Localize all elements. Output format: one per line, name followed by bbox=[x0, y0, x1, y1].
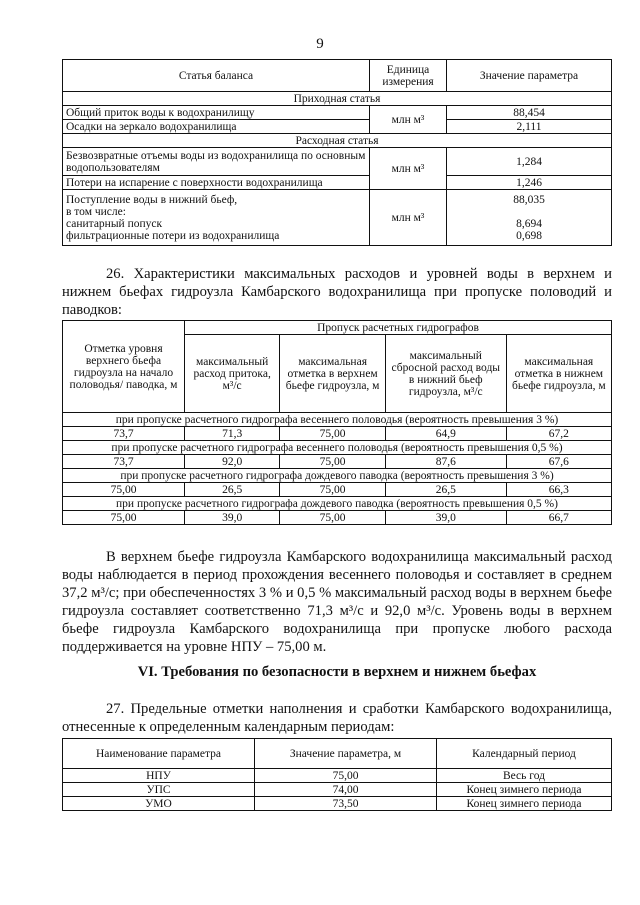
section-row: Приходная статья bbox=[63, 92, 612, 106]
param-period: Весь год bbox=[437, 769, 612, 783]
row-label: Общий приток воды к водохранилищу bbox=[63, 106, 370, 120]
page-number: 9 bbox=[316, 36, 324, 52]
unit-cell: млн м³ bbox=[370, 106, 447, 134]
row-label: санитарный попуск bbox=[66, 217, 163, 230]
value-cell: 67,2 bbox=[506, 427, 611, 441]
param-name: УМО bbox=[63, 797, 255, 811]
scenario-caption: при пропуске расчетного гидрографа дождевого паводка (вероятность превышения 3 %) bbox=[63, 469, 612, 483]
value-cell: 73,7 bbox=[63, 427, 185, 441]
sub-header: максимальная отметка в нижнем бьефе гидроузла, м bbox=[506, 335, 611, 413]
param-value: 73,50 bbox=[255, 797, 437, 811]
scenario-caption: при пропуске расчетного гидрографа весеннего половодья (вероятность превышения 0,5 %) bbox=[63, 441, 612, 455]
sub-header: максимальный расход притока, м³/с bbox=[185, 335, 280, 413]
value-cell: 66,7 bbox=[506, 511, 611, 525]
param-period: Конец зимнего периода bbox=[437, 797, 612, 811]
value-cell: 26,5 bbox=[185, 483, 280, 497]
paragraph-26: 26. Характеристики максимальных расходов и уровней воды в верхнем и нижнем бьефах гидроузла Камбарского водохранилища при пропуске половодий и паводков: bbox=[62, 266, 612, 318]
level-limits-table bbox=[62, 738, 612, 811]
row-value: 88,454 bbox=[447, 106, 612, 120]
value-cell: 71,3 bbox=[185, 427, 280, 441]
value-cell: 75,00 bbox=[63, 483, 185, 497]
row-label: Безвозвратные отъемы воды из водохранилища по основным водопользователям bbox=[63, 148, 370, 176]
paragraph-flow: В верхнем бьефе гидроузла Камбарского водохранилища максимальный расход воды наблюдается в период прохождения весеннего половодья и составляет в среднем 37,2 м³/с; при обеспеченностях 3 % и 0,5 % максимальный расход воды в верхнем бьефе гидроузла составляет соответственно 71,3 м³/с и 92,0 м³/с. Уровень воды в верхнем бьефе гидроузла Камбарского водохранилища при пропуске любого расхода поддерживается на уровне НПУ – 75,00 м. bbox=[62, 549, 612, 655]
value-cell: 75,00 bbox=[280, 427, 386, 441]
row-value-multiline bbox=[447, 190, 612, 246]
value-cell: 87,6 bbox=[385, 455, 506, 469]
level-header: Отметка уровня верхнего бьефа гидроузла на начало половодья/ паводка, м bbox=[63, 321, 185, 413]
value-cell: 66,3 bbox=[506, 483, 611, 497]
param-value: 75,00 bbox=[255, 769, 437, 783]
header-cell: Значение параметра bbox=[447, 60, 612, 92]
scenario-caption: при пропуске расчетного гидрографа весеннего половодья (вероятность превышения 3 %) bbox=[63, 413, 612, 427]
row-value: 0,698 bbox=[516, 229, 542, 242]
row-value: 8,694 bbox=[516, 217, 542, 230]
scenario-caption: при пропуске расчетного гидрографа дождевого паводка (вероятность превышения 0,5 %) bbox=[63, 497, 612, 511]
row-value: 1,246 bbox=[447, 176, 612, 190]
section-row: Расходная статья bbox=[63, 134, 612, 148]
max-discharge-table bbox=[62, 320, 612, 525]
row-label: в том числе: bbox=[66, 205, 126, 218]
value-cell: 39,0 bbox=[185, 511, 280, 525]
unit-cell: млн м³ bbox=[370, 148, 447, 190]
row-label: Потери на испарение с поверхности водохранилища bbox=[63, 176, 370, 190]
value-cell: 75,00 bbox=[280, 511, 386, 525]
section-heading: VI. Требования по безопасности в верхнем и нижнем бьефах bbox=[137, 664, 537, 680]
value-cell: 92,0 bbox=[185, 455, 280, 469]
group-header: Пропуск расчетных гидрографов bbox=[185, 321, 612, 335]
value-cell: 73,7 bbox=[63, 455, 185, 469]
row-value bbox=[450, 206, 608, 218]
value-cell: 39,0 bbox=[385, 511, 506, 525]
value-cell: 75,00 bbox=[280, 483, 386, 497]
value-cell: 75,00 bbox=[63, 511, 185, 525]
row-value: 2,111 bbox=[447, 120, 612, 134]
row-label: Поступление воды в нижний бьеф, bbox=[66, 193, 238, 206]
row-value: 1,284 bbox=[447, 148, 612, 176]
param-name: НПУ bbox=[63, 769, 255, 783]
header-cell: Значение параметра, м bbox=[255, 739, 437, 769]
param-name: УПС bbox=[63, 783, 255, 797]
value-cell: 64,9 bbox=[385, 427, 506, 441]
value-cell: 26,5 bbox=[385, 483, 506, 497]
row-value: 88,035 bbox=[513, 193, 545, 206]
water-balance-table bbox=[62, 59, 612, 246]
value-cell: 67,6 bbox=[506, 455, 611, 469]
header-cell: Наименование параметра bbox=[63, 739, 255, 769]
row-label: фильтрационные потери из водохранилища bbox=[66, 229, 280, 242]
param-value: 74,00 bbox=[255, 783, 437, 797]
header-cell: Статья баланса bbox=[63, 60, 370, 92]
param-period: Конец зимнего периода bbox=[437, 783, 612, 797]
header-cell: Календарный период bbox=[437, 739, 612, 769]
row-label: Осадки на зеркало водохранилища bbox=[63, 120, 370, 134]
unit-cell: млн м³ bbox=[370, 190, 447, 246]
sub-header: максимальный сбросной расход воды в нижний бьеф гидроузла, м³/с bbox=[385, 335, 506, 413]
header-cell: Единица измерения bbox=[370, 60, 447, 92]
paragraph-27: 27. Предельные отметки наполнения и сработки Камбарского водохранилища, отнесенные к определенным календарным периодам: bbox=[62, 701, 612, 735]
value-cell: 75,00 bbox=[280, 455, 386, 469]
row-label-multiline bbox=[63, 190, 370, 246]
sub-header: максимальная отметка в верхнем бьефе гидроузла, м bbox=[280, 335, 386, 413]
